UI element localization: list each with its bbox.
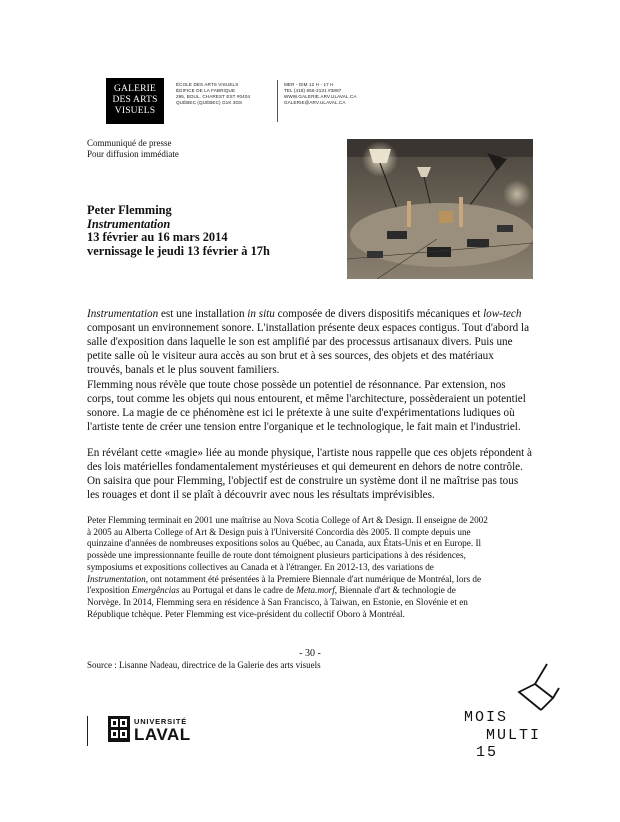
text-run: au Portugal et dans le cadre de bbox=[179, 585, 297, 596]
text-line: composant un environnement sonore. L'installation présente deux espaces contigus. Tout d'abord la bbox=[87, 322, 530, 335]
text-line: salle d'exposition dans laquelle le son est amplifié par des processus artisanaux divers. Puis une bbox=[87, 336, 513, 349]
text-line: possède une impressionnante feuille de route dont témoignent plusieurs participations à des résidences, bbox=[87, 550, 466, 561]
text-run: , Biennale d'art & technologie de bbox=[334, 585, 456, 596]
text-run: l'exposition bbox=[87, 585, 132, 596]
university-label: UNIVERSITÉ bbox=[134, 717, 188, 726]
exhibition-dates: 13 février au 16 mars 2014 bbox=[87, 230, 228, 244]
text-line bbox=[87, 307, 533, 321]
italic-text: low-tech bbox=[483, 308, 522, 320]
text-line: Flemming nous révèle que toute chose possède un potentiel de résonnance. Par extension, nos bbox=[87, 379, 506, 391]
contact-line: WWW.GALERIE.ARV.ULAVAL.CA bbox=[284, 94, 357, 99]
installation-photo bbox=[347, 139, 533, 279]
text-line: République tchèque. Peter Flemming est vice-président du collectif Oboro à Montréal. bbox=[87, 608, 405, 619]
logo-line: GALERIE bbox=[113, 84, 157, 94]
text-line: à 2005 au Alberta College of Art & Design puis à l'Université Concordia dès 2005. Il compte depuis une bbox=[87, 526, 471, 537]
paragraph-resonance bbox=[87, 378, 533, 434]
gallery-logo bbox=[106, 78, 164, 124]
text-line: Norvège. In 2014, Flemming sera en résidence à San Francisco, à Taiwan, en Estonie, en Slovénie et en bbox=[87, 596, 468, 607]
text-line: corps, tout comme les objets qui nous entourent, et même l'architecture, possèderaient un potentiel bbox=[87, 393, 526, 406]
text-run: composée de divers dispositifs mécaniques et bbox=[274, 308, 484, 320]
artist-name: Peter Flemming bbox=[87, 203, 172, 217]
italic-text: Instrumentation bbox=[87, 308, 159, 320]
exhibition-title-block bbox=[87, 204, 270, 258]
contact-line: MER - DIM 12 H - 17 H bbox=[284, 82, 334, 87]
address-line: ÉCOLE DES ARTS VISUELS bbox=[176, 82, 239, 87]
university-logo-text bbox=[134, 717, 191, 743]
text-line: En révélant cette «magie» liée au monde physique, l'artiste nous rappelle que ces objets répondent à bbox=[87, 447, 532, 459]
festival-logo-icon bbox=[513, 662, 563, 712]
work-title: Instrumentation bbox=[87, 216, 171, 231]
italic-text: in situ bbox=[247, 308, 275, 320]
opening-date: vernissage le jeudi 13 février à 17h bbox=[87, 243, 270, 258]
logo-line: VISUELS bbox=[114, 106, 156, 116]
text-run: est une installation bbox=[158, 308, 248, 320]
university-shield-icon bbox=[108, 716, 130, 742]
press-notice bbox=[87, 138, 179, 160]
press-line: Communiqué de presse bbox=[87, 138, 172, 148]
text-line bbox=[87, 574, 533, 586]
contact-block bbox=[284, 82, 357, 106]
paragraph-intro bbox=[87, 307, 533, 377]
festival-word-mois: MOIS bbox=[464, 709, 509, 726]
text-line: les rouages et dont il se plaît à découvrir avec nous les résultats imprévisibles. bbox=[87, 489, 435, 502]
paragraph-magic bbox=[87, 446, 533, 502]
logo-line: DES ARTS bbox=[112, 95, 158, 105]
text-line: Peter Flemming terminait en 2001 une maîtrise au Nova Scotia College of Art & Design. Il enseigne de 2002 bbox=[87, 515, 488, 525]
festival-word-multi: MULTI bbox=[486, 727, 542, 744]
italic-text: Instrumentation bbox=[87, 573, 146, 584]
text-line bbox=[87, 585, 533, 597]
address-block bbox=[176, 82, 250, 106]
contact-line: TEL (418) 656-2131 #3887 bbox=[284, 88, 342, 93]
press-line: Pour diffusion immédiate bbox=[87, 149, 179, 159]
address-line: 295, BOUL. CHAREST EST #0404 bbox=[176, 94, 251, 99]
university-divider bbox=[87, 716, 88, 746]
text-line: sonore. La magie de ce phénomène est ici le prétexte à une suite d'expérimentations ludiques où bbox=[87, 407, 515, 420]
university-name: LAVAL bbox=[134, 725, 191, 744]
contact-line: GALERIE@ARV.ULAVAL.CA bbox=[284, 100, 346, 105]
text-line: quinzaine d'années de nombreuses expositions solos au Québec, au Canada, aux États-Unis et en Europe. Il bbox=[87, 538, 482, 549]
address-line: ÉDIFICE DE LA FABRIQUE bbox=[176, 88, 236, 93]
text-line: trouvés, banals et le plus souvent familiers. bbox=[87, 364, 280, 377]
text-run: , ont notamment été présentées à la Premiere Biennale d'art numérique de Montréal, lors de bbox=[145, 573, 482, 584]
header-divider bbox=[277, 80, 278, 122]
text-line: des lois matérielles fondamentalement mystérieuses et qui demeurent en dehors de notre contrôle. bbox=[87, 461, 523, 474]
end-marker: - 30 - bbox=[299, 648, 321, 659]
text-line: On saisira que pour Flemming, l'objectif est de construire un système dont il ne maîtrise pas tous bbox=[87, 475, 519, 488]
source-credit: Source : Lisanne Nadeau, directrice de la Galerie des arts visuels bbox=[87, 660, 321, 670]
address-line: QUÉBEC (QUÉBEC) G1K 3G8 bbox=[176, 100, 242, 105]
italic-text: Emergências bbox=[131, 585, 180, 596]
artist-biography bbox=[87, 515, 533, 620]
text-line: petite salle où le visiteur aura accès au son brut et à ses sources, des objets et des matériaux bbox=[87, 350, 494, 363]
festival-year: 15 bbox=[476, 744, 499, 761]
text-line: symposiums et expositions collectives au Canada et à l'étranger. En 2012-13, des variations de bbox=[87, 561, 434, 572]
text-line: l'artiste tente de créer une tension entre l'organique et le technologique, le fait main et l'industriel. bbox=[87, 421, 521, 434]
italic-text: Meta.morf bbox=[296, 585, 335, 596]
